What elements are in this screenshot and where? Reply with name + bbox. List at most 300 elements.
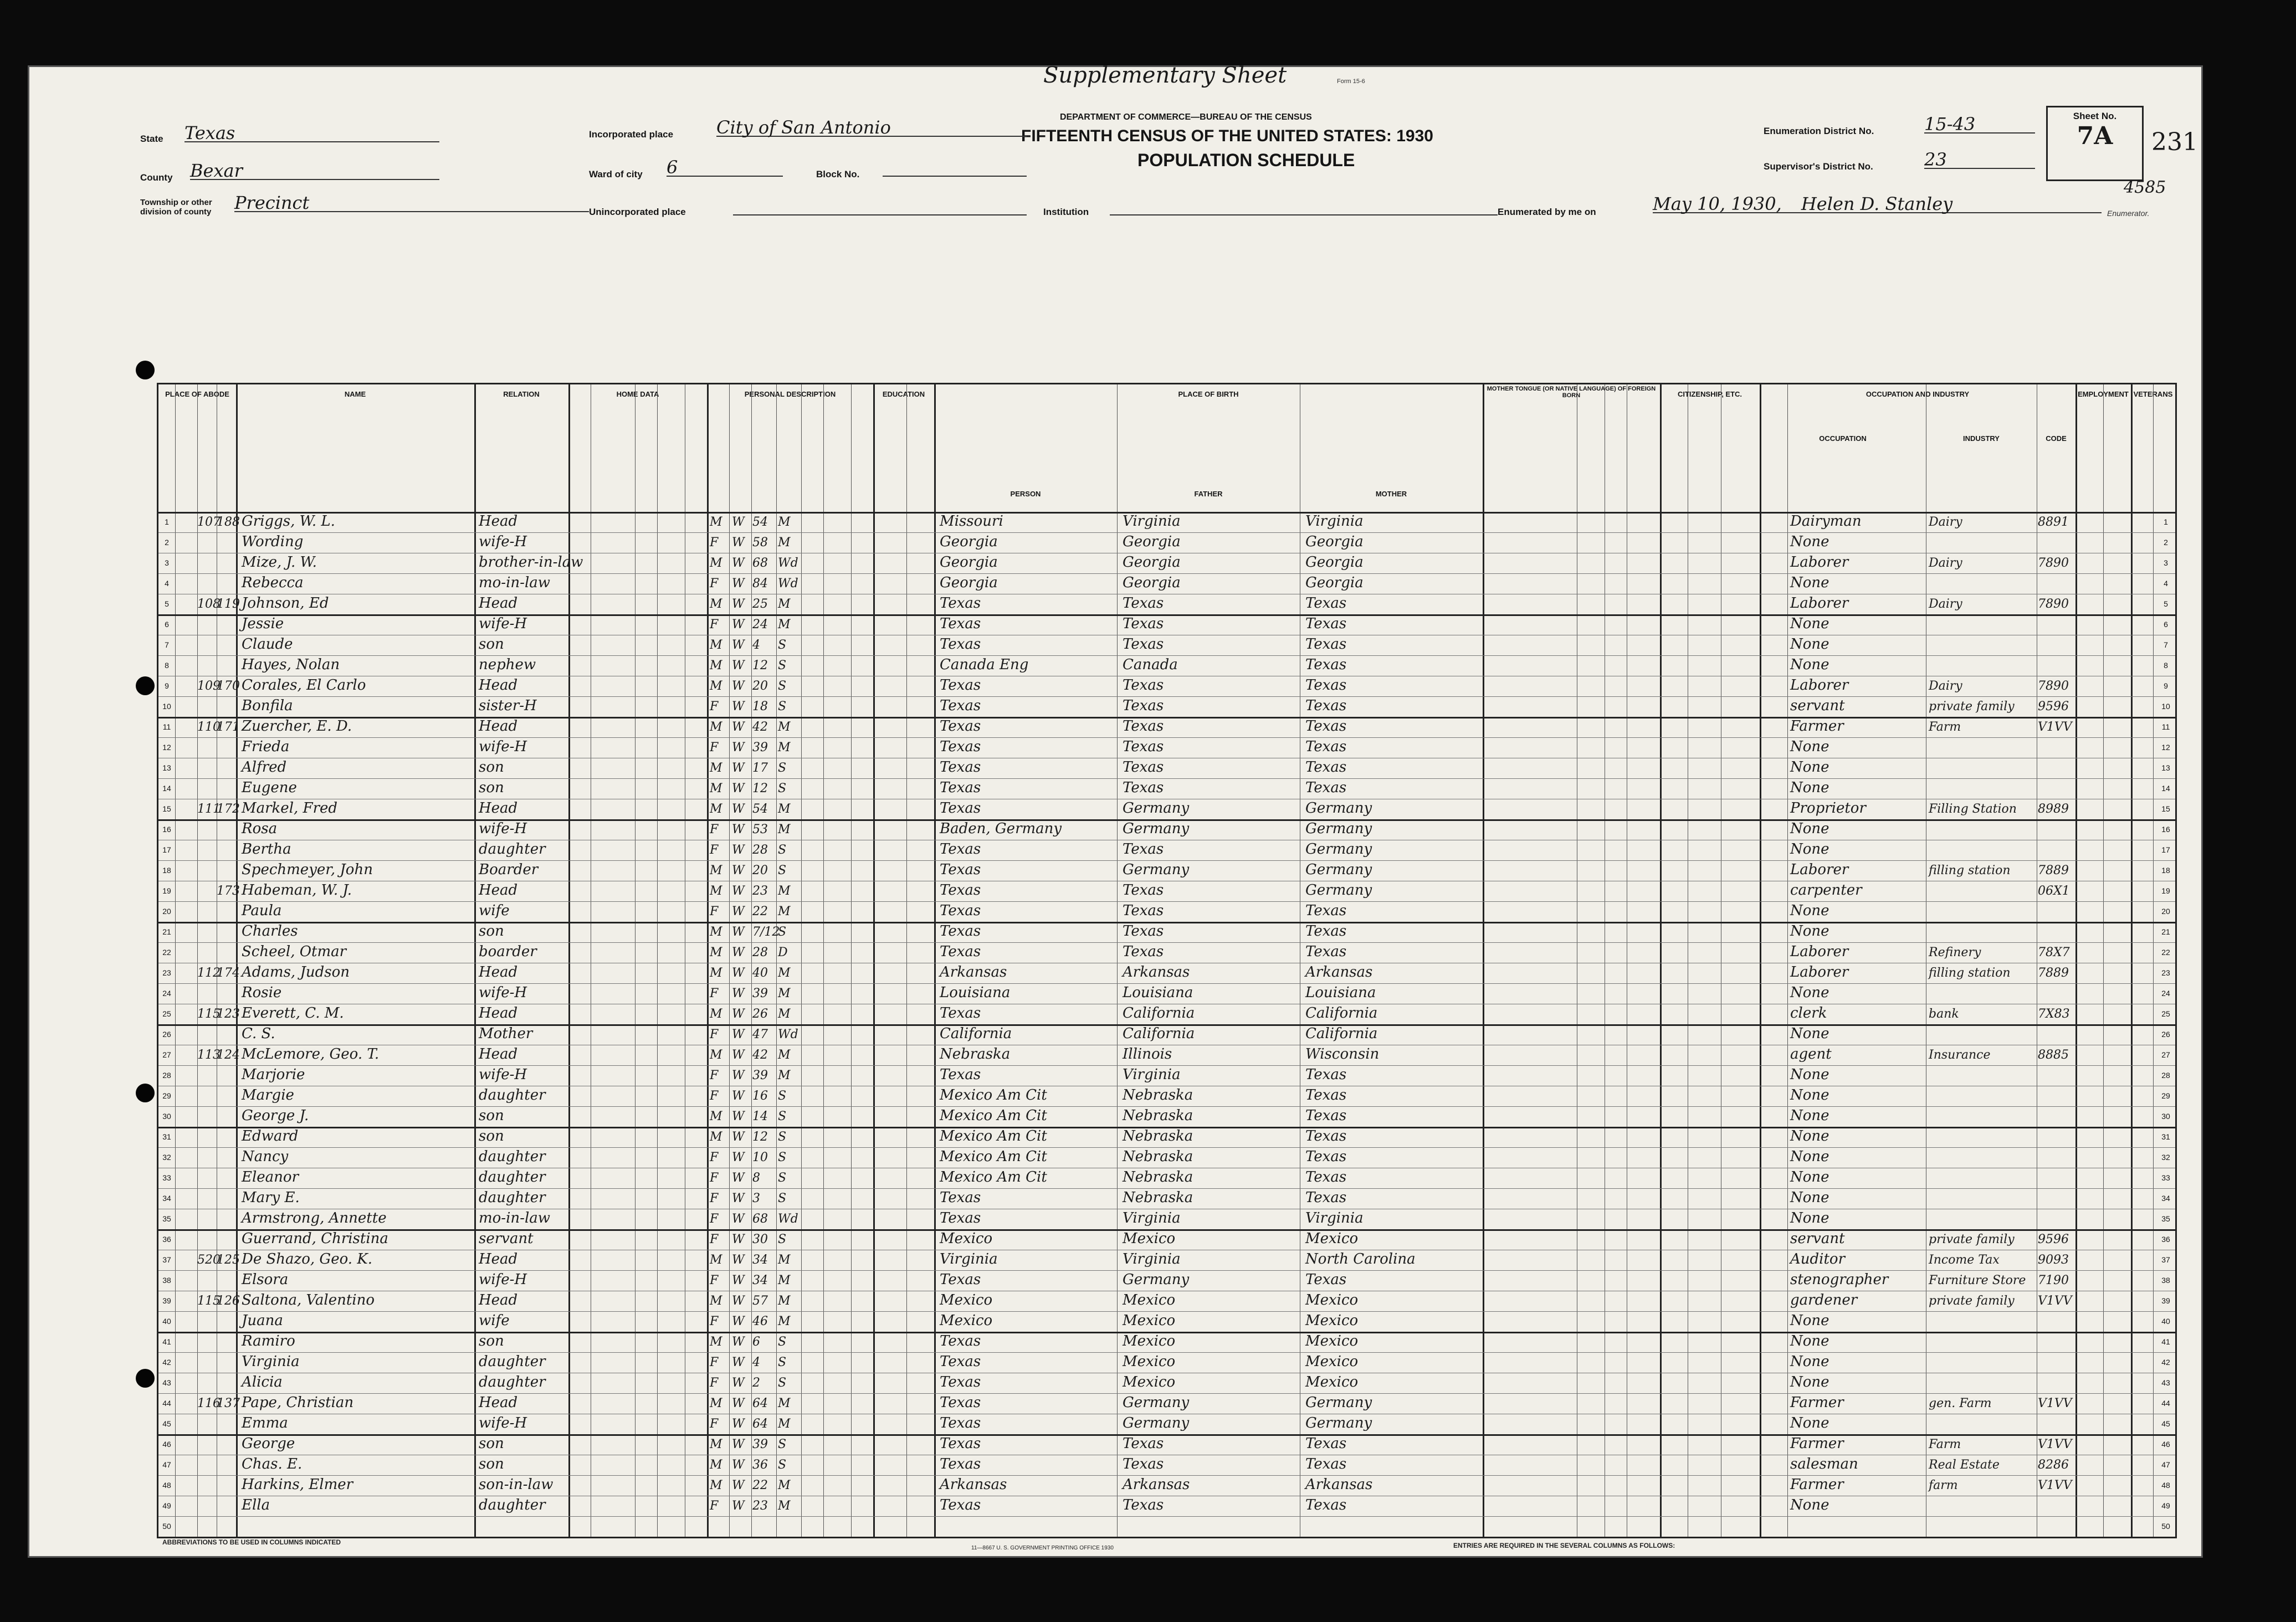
cell-bpf: Texas xyxy=(1123,902,1164,919)
cell-bpf: Nebraska xyxy=(1123,1107,1193,1124)
cell-race: W xyxy=(732,618,745,632)
line-number-right: 1 xyxy=(2164,517,2168,526)
cell-age: 68 xyxy=(752,1212,768,1226)
page-stamp: 231 xyxy=(2151,128,2198,156)
cell-occ: None xyxy=(1790,615,1829,632)
cell-ind: gen. Farm xyxy=(1929,1397,1992,1410)
cell-ind: Dairy xyxy=(1929,515,1962,529)
cell-name: Eleanor xyxy=(242,1169,299,1185)
cell-ms: S xyxy=(778,761,787,775)
cell-name: Rosa xyxy=(242,820,278,837)
cell-bp: Georgia xyxy=(940,574,998,591)
cell-bp: Texas xyxy=(940,1210,981,1226)
row-rule xyxy=(158,1475,2175,1476)
cell-ms: S xyxy=(778,1192,787,1205)
cell-name: Charles xyxy=(242,923,298,940)
cell-occ: Laborer xyxy=(1790,554,1849,571)
cell-bpm: Texas xyxy=(1305,677,1347,694)
sheet-label: Sheet No. xyxy=(2073,111,2117,121)
cell-age: 7/12 xyxy=(752,925,780,939)
cell-occ: None xyxy=(1790,1415,1829,1431)
incorporated-value: City of San Antonio xyxy=(716,117,891,138)
cell-bpm: Georgia xyxy=(1305,574,1364,591)
cell-code: 7889 xyxy=(2038,864,2069,877)
cell-rel: wife-H xyxy=(479,533,527,550)
cell-ind: Real Estate xyxy=(1929,1458,2000,1472)
cell-bpm: Texas xyxy=(1305,759,1347,776)
cell-code: 8885 xyxy=(2038,1048,2069,1062)
row-rule xyxy=(158,1270,2175,1271)
cell-rel: wife xyxy=(479,1312,510,1329)
line-number-right: 25 xyxy=(2161,1009,2170,1018)
cell-bp: Texas xyxy=(940,636,981,653)
cell-sex: M xyxy=(710,1007,722,1021)
ed-label: Enumeration District No. xyxy=(1764,126,1874,136)
cell-bp: Georgia xyxy=(940,533,998,550)
cell-bpm: Arkansas xyxy=(1305,1476,1373,1493)
cell-bpf: Illinois xyxy=(1123,1046,1172,1062)
cell-bpm: Texas xyxy=(1305,1189,1347,1206)
cell-occ: salesman xyxy=(1790,1456,1858,1472)
cell-ms: S xyxy=(778,1376,787,1390)
cell-rel: Head xyxy=(479,882,518,899)
cell-name: Alfred xyxy=(242,759,287,776)
cell-rel: wife-H xyxy=(479,1066,527,1083)
group-home-data: HOME DATA xyxy=(616,390,659,398)
row-rule xyxy=(158,942,2175,943)
cell-bp: Texas xyxy=(940,1394,981,1411)
cell-rel: son-in-law xyxy=(479,1476,554,1493)
cell-bp: Mexico xyxy=(940,1312,993,1329)
cell-ms: S xyxy=(778,843,787,857)
cell-ms: S xyxy=(778,1335,787,1349)
cell-ms: M xyxy=(778,618,791,632)
cell-occ: Laborer xyxy=(1790,861,1849,878)
cell-sex: F xyxy=(710,823,719,836)
line-number: 49 xyxy=(162,1501,171,1510)
cell-bp: Texas xyxy=(940,1271,981,1288)
group-veterans: VETERANS xyxy=(2133,390,2173,398)
line-number: 16 xyxy=(162,825,171,834)
cell-occ: None xyxy=(1790,1025,1829,1042)
cell-age: 23 xyxy=(752,884,768,898)
cell-ind: filling station xyxy=(1929,966,2011,980)
cell-bpm: Texas xyxy=(1305,1087,1347,1103)
cell-name: C. S. xyxy=(242,1025,275,1042)
cell-bpf: Texas xyxy=(1123,943,1164,960)
cell-bp: Texas xyxy=(940,882,981,899)
cell-bp: Mexico Am Cit xyxy=(940,1128,1047,1144)
cell-ms: M xyxy=(778,966,791,980)
row-rule xyxy=(158,1188,2175,1189)
punch-hole xyxy=(136,361,155,379)
cell-age: 22 xyxy=(752,905,768,918)
subheader-mother: MOTHER xyxy=(1375,490,1407,498)
cell-age: 24 xyxy=(752,618,768,632)
cell-rel: daughter xyxy=(479,1353,546,1370)
line-number-right: 2 xyxy=(2164,538,2168,547)
cell-ms: S xyxy=(778,1438,787,1451)
cell-sex: F xyxy=(710,1192,719,1205)
cell-age: 22 xyxy=(752,1479,768,1492)
row-rule xyxy=(158,1537,2175,1538)
cell-name: Mize, J. W. xyxy=(242,554,317,571)
line-number: 31 xyxy=(162,1132,171,1141)
cell-bpm: Georgia xyxy=(1305,554,1364,571)
cell-bpf: Texas xyxy=(1123,1456,1164,1472)
cell-bp: Mexico Am Cit xyxy=(940,1107,1047,1124)
cell-bpm: Germany xyxy=(1305,861,1372,878)
cell-bpf: California xyxy=(1123,1025,1195,1042)
line-number: 11 xyxy=(162,722,171,731)
cell-age: 39 xyxy=(752,1069,768,1082)
cell-bpf: Mexico xyxy=(1123,1312,1176,1329)
cell-name: Marjorie xyxy=(242,1066,305,1083)
cell-age: 68 xyxy=(752,556,768,570)
cell-bpf: Texas xyxy=(1123,636,1164,653)
cell-age: 30 xyxy=(752,1233,768,1246)
cell-ms: S xyxy=(778,1171,787,1185)
cell-occ: gardener xyxy=(1790,1292,1858,1308)
cell-code: 7890 xyxy=(2038,597,2069,611)
row-rule xyxy=(158,983,2175,984)
cell-bp: Missouri xyxy=(940,513,1003,530)
cell-rel: son xyxy=(479,1107,504,1124)
cell-occ: None xyxy=(1790,656,1829,673)
cell-age: 2 xyxy=(752,1376,760,1390)
row-rule xyxy=(158,1147,2175,1148)
cell-rel: wife-H xyxy=(479,1415,527,1431)
line-number-right: 30 xyxy=(2161,1112,2170,1121)
cell-ms: S xyxy=(778,700,787,714)
cell-name: Eugene xyxy=(242,779,297,796)
cell-rel: Head xyxy=(479,718,518,735)
cell-bpf: California xyxy=(1123,1005,1195,1022)
column-rule xyxy=(236,384,238,1537)
cell-ms: Wd xyxy=(778,1028,798,1041)
cell-occ: Proprietor xyxy=(1790,800,1866,817)
cell-ind: bank xyxy=(1929,1007,1959,1021)
line-number-right: 47 xyxy=(2161,1460,2170,1469)
cell-sex: M xyxy=(710,761,722,775)
cell-age: 46 xyxy=(752,1315,768,1328)
cell-occ: None xyxy=(1790,533,1829,550)
cell-race: W xyxy=(732,864,745,877)
group-employment: EMPLOYMENT xyxy=(2078,390,2129,398)
cell-age: 26 xyxy=(752,1007,768,1021)
cell-bpf: Germany xyxy=(1123,800,1190,817)
line-number-right: 26 xyxy=(2161,1030,2170,1039)
cell-bpm: Texas xyxy=(1305,1271,1347,1288)
cell-bpf: Nebraska xyxy=(1123,1128,1193,1144)
cell-age: 34 xyxy=(752,1253,768,1267)
line-number-right: 8 xyxy=(2164,661,2168,670)
row-rule xyxy=(158,1311,2175,1312)
cell-bpm: Texas xyxy=(1305,738,1347,755)
cell-occ: Auditor xyxy=(1790,1251,1846,1267)
cell-bpf: Germany xyxy=(1123,1271,1190,1288)
cell-sex: M xyxy=(710,597,722,611)
cell-sex: M xyxy=(710,1458,722,1472)
cell-race: W xyxy=(732,577,745,591)
cell-race: W xyxy=(732,987,745,1000)
line-number: 38 xyxy=(162,1276,171,1285)
cell-name: Bonfila xyxy=(242,697,293,714)
cell-sex: M xyxy=(710,1335,722,1349)
cell-code: 8989 xyxy=(2038,802,2069,816)
cell-name: Adams, Judson xyxy=(242,964,350,981)
cell-rel: nephew xyxy=(479,656,536,673)
cell-bpf: Texas xyxy=(1123,1435,1164,1452)
form-number: Form 15-6 xyxy=(1337,78,1365,85)
cell-bpf: Virginia xyxy=(1123,513,1181,530)
line-number: 14 xyxy=(162,784,171,793)
cell-rel: wife-H xyxy=(479,820,527,837)
cell-bpm: Texas xyxy=(1305,1148,1347,1165)
row-rule xyxy=(158,573,2175,574)
cell-name: Zuercher, E. D. xyxy=(242,718,352,735)
cell-sex: M xyxy=(710,638,722,652)
cell-rel: daughter xyxy=(479,1189,546,1206)
cell-ms: M xyxy=(778,802,791,816)
cell-bpm: Texas xyxy=(1305,1435,1347,1452)
cell-ms: S xyxy=(778,1458,787,1472)
cell-name: Corales, El Carlo xyxy=(242,677,366,694)
cell-house: 112 xyxy=(197,966,221,980)
column-rule xyxy=(751,384,752,1537)
cell-ind: Dairy xyxy=(1929,556,1962,570)
cell-occ: None xyxy=(1790,759,1829,776)
cell-race: W xyxy=(732,1171,745,1185)
group-citizenship: CITIZENSHIP, ETC. xyxy=(1677,390,1742,398)
cell-occ: None xyxy=(1790,1066,1829,1083)
cell-race: W xyxy=(732,1397,745,1410)
cell-race: W xyxy=(732,515,745,529)
cell-age: 39 xyxy=(752,1438,768,1451)
state-label: State xyxy=(140,134,163,144)
cell-race: W xyxy=(732,823,745,836)
cell-occ: Laborer xyxy=(1790,943,1849,960)
cell-bpf: Texas xyxy=(1123,779,1164,796)
line-number-right: 15 xyxy=(2161,804,2170,813)
cell-occ: None xyxy=(1790,1497,1829,1513)
column-rule xyxy=(1483,384,1484,1537)
cell-fam: 124 xyxy=(217,1048,240,1062)
cell-bp: Texas xyxy=(940,1066,981,1083)
cell-race: W xyxy=(732,1233,745,1246)
cell-bpm: Mexico xyxy=(1305,1292,1359,1308)
cell-name: Everett, C. M. xyxy=(242,1005,344,1022)
line-number-right: 28 xyxy=(2161,1071,2170,1080)
cell-name: Elsora xyxy=(242,1271,289,1288)
cell-sex: F xyxy=(710,1028,719,1041)
cell-occ: None xyxy=(1790,779,1829,796)
line-number-right: 4 xyxy=(2164,579,2168,588)
line-number: 4 xyxy=(165,579,169,588)
cell-race: W xyxy=(732,946,745,959)
cell-bp: Mexico Am Cit xyxy=(940,1148,1047,1165)
cell-bp: Texas xyxy=(940,759,981,776)
cell-name: Alicia xyxy=(242,1374,283,1390)
line-number: 26 xyxy=(162,1030,171,1039)
cell-ms: S xyxy=(778,864,787,877)
cell-name: Scheel, Otmar xyxy=(242,943,347,960)
cell-race: W xyxy=(732,1274,745,1287)
cell-race: W xyxy=(732,761,745,775)
cell-bpf: Texas xyxy=(1123,1497,1164,1513)
cell-name: Juana xyxy=(242,1312,283,1329)
line-number: 21 xyxy=(162,927,171,936)
cell-bpm: Texas xyxy=(1305,656,1347,673)
cell-bpm: Texas xyxy=(1305,1456,1347,1472)
column-rule xyxy=(906,384,907,1537)
line-number-right: 42 xyxy=(2161,1358,2170,1367)
population-table xyxy=(157,383,2177,1538)
cell-ms: M xyxy=(778,597,791,611)
cell-house: 109 xyxy=(197,679,221,693)
cell-ind: private family xyxy=(1929,1233,2015,1246)
cell-bpm: Mexico xyxy=(1305,1312,1359,1329)
cell-sex: M xyxy=(710,1110,722,1123)
line-number: 22 xyxy=(162,948,171,957)
line-number: 48 xyxy=(162,1481,171,1490)
line-number-right: 9 xyxy=(2164,681,2168,690)
line-number-right: 17 xyxy=(2161,845,2170,854)
line-number-right: 46 xyxy=(2161,1440,2170,1449)
cell-name: Wording xyxy=(242,533,304,550)
line-number: 5 xyxy=(165,599,169,608)
cell-age: 12 xyxy=(752,782,768,795)
cell-code: 78X7 xyxy=(2038,946,2070,959)
cell-bpf: Georgia xyxy=(1123,574,1181,591)
cell-name: Virginia xyxy=(242,1353,300,1370)
cell-bpf: Arkansas xyxy=(1123,1476,1190,1493)
column-rule xyxy=(1787,384,1788,1537)
line-number-right: 20 xyxy=(2161,907,2170,916)
cell-race: W xyxy=(732,536,745,550)
cell-bpm: Texas xyxy=(1305,1169,1347,1185)
cell-bpf: Mexico xyxy=(1123,1374,1176,1390)
cell-occ: clerk xyxy=(1790,1005,1827,1022)
cell-bpf: Georgia xyxy=(1123,554,1181,571)
column-rule xyxy=(175,384,176,1537)
cell-ms: S xyxy=(778,782,787,795)
census-title: FIFTEENTH CENSUS OF THE UNITED STATES: 1930 xyxy=(1021,127,1433,145)
cell-bp: Texas xyxy=(940,718,981,735)
cell-bpf: Mexico xyxy=(1123,1333,1176,1349)
cell-name: Ramiro xyxy=(242,1333,295,1349)
punch-hole xyxy=(136,1369,155,1388)
cell-bpm: Virginia xyxy=(1305,1210,1364,1226)
cell-race: W xyxy=(732,638,745,652)
cell-ind: farm xyxy=(1929,1479,1958,1492)
row-rule xyxy=(158,737,2175,738)
cell-name: Griggs, W. L. xyxy=(242,513,335,530)
cell-bp: Texas xyxy=(940,677,981,694)
cell-rel: daughter xyxy=(479,1497,546,1513)
sheet-number-box xyxy=(2046,106,2144,181)
cell-name: Ella xyxy=(242,1497,270,1513)
cell-bp: Mexico Am Cit xyxy=(940,1169,1047,1185)
cell-ind: Dairy xyxy=(1929,597,1962,611)
cell-sex: F xyxy=(710,1499,719,1513)
line-number-right: 33 xyxy=(2161,1173,2170,1182)
line-number-right: 36 xyxy=(2161,1235,2170,1244)
cell-ind: Furniture Store xyxy=(1929,1274,2026,1287)
cell-ind: Farm xyxy=(1929,720,1961,734)
column-rule xyxy=(2075,384,2077,1537)
line-number-right: 7 xyxy=(2164,640,2168,649)
census-sheet xyxy=(28,65,2203,1558)
line-number: 43 xyxy=(162,1378,171,1387)
cell-rel: Head xyxy=(479,1394,518,1411)
line-number-right: 35 xyxy=(2161,1214,2170,1223)
entries-title: ENTRIES ARE REQUIRED IN THE SEVERAL COLUMNS AS FOLLOWS: xyxy=(1453,1542,1675,1549)
column-rule xyxy=(729,384,730,1537)
cell-occ: None xyxy=(1790,1148,1829,1165)
cell-bp: Baden, Germany xyxy=(940,820,1062,837)
cell-bp: Texas xyxy=(940,1333,981,1349)
ed-value: 15-43 xyxy=(1924,114,1976,135)
cell-rel: Head xyxy=(479,677,518,694)
cell-code: 7190 xyxy=(2038,1274,2069,1287)
line-number: 41 xyxy=(162,1337,171,1346)
cell-name: Paula xyxy=(242,902,282,919)
cell-occ: Laborer xyxy=(1790,964,1849,981)
cell-ms: M xyxy=(778,741,791,754)
cell-occ: Laborer xyxy=(1790,595,1849,612)
cell-bpf: Canada xyxy=(1123,656,1178,673)
cell-sex: M xyxy=(710,1253,722,1267)
punch-hole xyxy=(136,1084,155,1102)
line-number-right: 10 xyxy=(2161,702,2170,711)
cell-occ: None xyxy=(1790,902,1829,919)
cell-bpf: Germany xyxy=(1123,861,1190,878)
cell-age: 64 xyxy=(752,1417,768,1431)
cell-bpm: Mexico xyxy=(1305,1353,1359,1370)
cell-sex: M xyxy=(710,1438,722,1451)
cell-age: 8 xyxy=(752,1171,760,1185)
cell-rel: Head xyxy=(479,964,518,981)
cell-bp: Texas xyxy=(940,1189,981,1206)
cell-race: W xyxy=(732,1130,745,1144)
line-number: 35 xyxy=(162,1214,171,1223)
cell-bpm: Germany xyxy=(1305,1394,1372,1411)
cell-name: Nancy xyxy=(242,1148,289,1165)
cell-occ: None xyxy=(1790,923,1829,940)
cell-race: W xyxy=(732,782,745,795)
cell-bp: Canada Eng xyxy=(940,656,1029,673)
line-number-right: 12 xyxy=(2161,743,2170,752)
cell-bp: Texas xyxy=(940,697,981,714)
cell-name: Hayes, Nolan xyxy=(242,656,340,673)
cell-rel: Head xyxy=(479,1251,518,1267)
cell-sex: M xyxy=(710,802,722,816)
line-number-right: 44 xyxy=(2161,1399,2170,1408)
cell-bpf: Mexico xyxy=(1123,1353,1176,1370)
sd-label: Supervisor's District No. xyxy=(1764,161,1873,172)
cell-age: 40 xyxy=(752,966,768,980)
cell-sex: M xyxy=(710,966,722,980)
cell-occ: None xyxy=(1790,574,1829,591)
cell-age: 39 xyxy=(752,741,768,754)
cell-occ: servant xyxy=(1790,1230,1845,1247)
cell-name: Jessie xyxy=(242,615,284,632)
cell-bpf: Nebraska xyxy=(1123,1148,1193,1165)
cell-bpm: Germany xyxy=(1305,841,1372,858)
cell-bp: Texas xyxy=(940,902,981,919)
cell-age: 57 xyxy=(752,1294,768,1308)
